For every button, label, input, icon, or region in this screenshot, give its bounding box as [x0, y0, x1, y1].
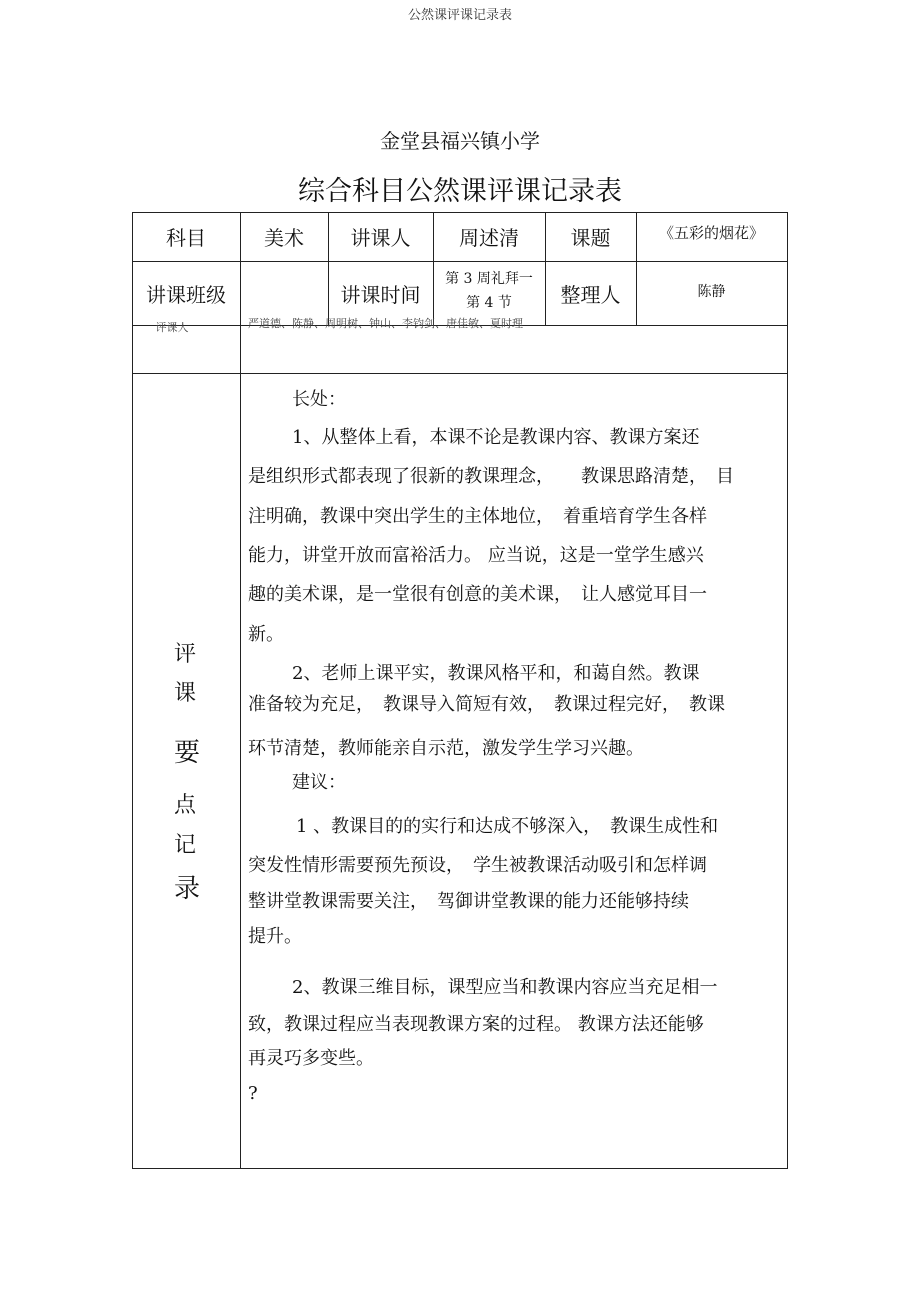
table-rule-col1 — [240, 212, 241, 1169]
teacher-value: 周述清 — [459, 226, 519, 250]
record-line: 准备较为充足， 教课导入简短有效， 教课过程完好， 教课 — [248, 694, 725, 715]
subject-label: 科目 — [166, 226, 206, 250]
record-label-char-3: 要 — [174, 738, 201, 768]
topic-label: 课题 — [570, 226, 611, 250]
record-label-char-2: 课 — [174, 681, 197, 706]
table-border-right — [787, 212, 788, 1169]
record-line: ? — [248, 1083, 258, 1104]
record-line: 1 、教课目的的实行和达成不够深入， 教课生成性和 — [296, 816, 719, 837]
record-label-char-1: 评 — [174, 642, 197, 667]
form-title: 综合科目公然课评课记录表 — [298, 176, 622, 207]
record-label-char-5: 记 — [174, 833, 197, 858]
record-line: 建议： — [292, 772, 346, 793]
time-label: 讲课时间 — [340, 282, 421, 307]
record-line: 趣的美术课，是一堂很有创意的美术课， 让人感觉耳目一 — [248, 584, 707, 605]
record-line: 2、教课三维目标，课型应当和教课内容应当充足相一 — [292, 977, 718, 998]
time-line2: 第 4 节 — [466, 295, 512, 311]
record-line: 注明确，教课中突出学生的主体地位， 着重培育学生各样 — [248, 506, 707, 527]
record-line: 提升。 — [248, 926, 302, 947]
topic-value: 《五彩的烟花》 — [658, 223, 764, 242]
time-line1: 第 3 周礼拜一 — [445, 271, 533, 287]
running-header: 公然课评课记录表 — [407, 8, 512, 23]
record-line: 突发性情形需要预先预设， 学生被教课活动吸引和怎样调 — [248, 855, 707, 876]
school-name: 金堂县福兴镇小学 — [380, 129, 540, 153]
record-line: 新。 — [248, 624, 284, 645]
record-line: 2、老师上课平实，教课风格平和，和蔼自然。教课 — [292, 663, 700, 684]
organizer-label: 整理人 — [560, 282, 621, 307]
record-line: 1、从整体上看，本课不论是教课内容、教课方案还 — [292, 427, 700, 448]
reviewers-value: 严道德、陈静、周明树、钟山、李钧剑、唐佳敏、夏时理 — [248, 317, 523, 330]
table-border-left — [132, 212, 133, 1169]
record-label-char-4: 点 — [174, 793, 197, 818]
record-line: 致，教课过程应当表现教课方案的过程。 教课方法还能够 — [248, 1014, 704, 1035]
record-line: 是组织形式都表现了很新的教课理念， 教课思路清楚， 目 — [248, 466, 734, 487]
reviewers-label: 评课人 — [155, 321, 189, 334]
table-rule-row3 — [132, 373, 788, 374]
record-label-char-6: 录 — [174, 874, 201, 904]
table-border-bottom — [132, 1168, 788, 1169]
record-line: 整讲堂教课需要关注， 驾御讲堂教课的能力还能够持续 — [248, 891, 689, 912]
record-line: 能力，讲堂开放而富裕活力。 应当说，这是一堂学生感兴 — [248, 545, 704, 566]
subject-value: 美术 — [264, 226, 304, 250]
class-label: 讲课班级 — [146, 282, 226, 307]
teacher-label: 讲课人 — [350, 226, 411, 250]
record-line: 长处： — [292, 389, 346, 410]
organizer-value: 陈静 — [697, 284, 726, 300]
record-line: 环节清楚，教师能亲自示范，激发学生学习兴趣。 — [248, 738, 644, 759]
record-line: 再灵巧多变些。 — [248, 1048, 374, 1069]
